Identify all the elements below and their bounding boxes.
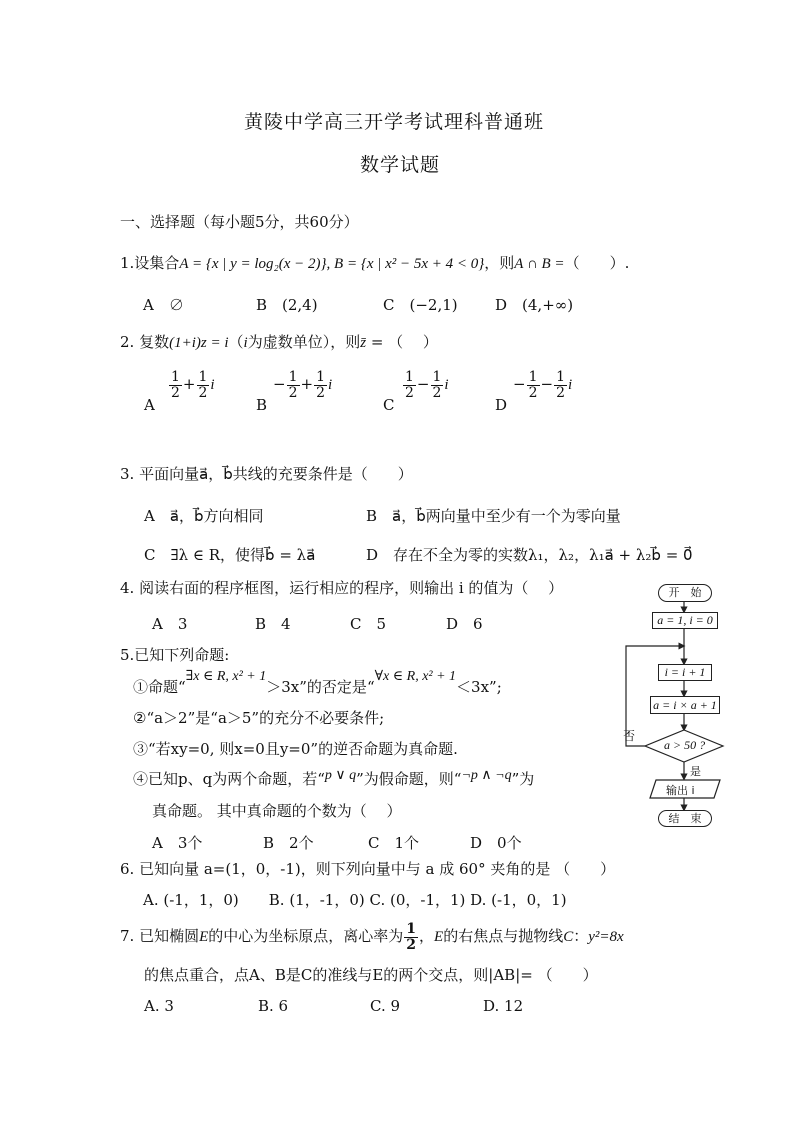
q5-statement-4: [133, 768, 534, 789]
flowchart-condition: a > 50 ?: [664, 738, 706, 752]
question-4: 4. 阅读右面的程序框图，运行相应的程序，则输出 i 的值为（ ）: [120, 579, 564, 597]
q7-stem-e: ：: [573, 927, 589, 946]
q5-s1-formula-2: ∀x ∈ R, x² + 1: [374, 669, 457, 684]
q5-s1-e: ＜3x”;: [456, 678, 502, 696]
q4-option-a: A 3: [152, 615, 188, 633]
q2-option-b-letter: B: [256, 396, 268, 414]
q7-option-a: A. 3: [144, 997, 174, 1015]
q2-a-frac2: $\frac{1}{2}$: [198, 369, 208, 401]
q2-d-frac1: $\frac{1}{2}$: [528, 369, 538, 401]
q2-b-sign: −: [273, 375, 286, 394]
q5-s4-c: ”为假命题，则“: [356, 770, 462, 788]
q5-statement-3: ③“若xy=0, 则x=0且y=0”的逆否命题为真命题.: [133, 740, 458, 758]
q5-statement-2: ②“a＞2”是“a＞5”的充分不必要条件;: [133, 709, 385, 727]
question-1: [120, 252, 629, 273]
q2-option-b: [273, 370, 332, 400]
q2-stem-c: 为虚数单位），则: [247, 333, 361, 351]
q7-c: C: [563, 929, 574, 946]
exam-title: 黄陵中学高三开学考试理科普通班: [244, 111, 545, 133]
q1-option-b: B (2,4): [256, 296, 318, 314]
flowchart-no-label: 否: [623, 729, 636, 743]
q1-option-c: C (−2,1): [383, 296, 458, 314]
q5-statement-1: [133, 669, 502, 697]
q1-option-d: D (4,+∞): [495, 296, 574, 314]
q5-s4-formula-1: p ∨ q: [324, 768, 357, 783]
q1-option-a: A ∅: [143, 296, 184, 314]
q7-parabola: y²=8x: [588, 929, 624, 946]
q2-stem-d: = （ ）: [366, 333, 438, 351]
q7-line-2: 的焦点重合，点A、B是C的准线与E的两个交点，则|AB|= （ ）: [144, 966, 598, 984]
q7-option-b: B. 6: [258, 997, 289, 1015]
q7-option-c: C. 9: [370, 997, 401, 1015]
q5-option-b: B 2个: [263, 834, 314, 852]
q2-option-d-letter: D: [495, 396, 508, 414]
q2-c-i: i: [444, 377, 449, 394]
q4-option-b: B 4: [255, 615, 291, 633]
flowchart-init: a = 1, i = 0: [652, 612, 718, 629]
section-heading: 一、选择题（每小题5分，共60分）: [120, 213, 359, 231]
q2-c-frac1: $\frac{1}{2}$: [405, 369, 414, 401]
q3-option-c: C ∃λ ∈ R，使得b⃗ = λa⃗: [144, 546, 316, 564]
q4-option-d: D 6: [446, 615, 483, 633]
q5-s1-c: ＞3x”的否定是“: [266, 678, 375, 696]
q2-eq: (1+i)z = i: [169, 335, 229, 351]
q2-d-frac2: $\frac{1}{2}$: [556, 369, 565, 401]
q2-d-i: i: [568, 377, 573, 394]
q2-d-op: −: [540, 375, 554, 394]
question-3: 3. 平面向量a⃗，b⃗共线的充要条件是（ ）: [120, 465, 413, 483]
q2-option-d: [513, 370, 572, 400]
flowchart-yes-label: 是: [690, 765, 701, 778]
q3-option-d: D 存在不全为零的实数λ₁，λ₂，λ₁a⃗ + λ₂b⃗ = 0⃗: [366, 546, 693, 564]
q3-option-a: A a⃗，b⃗方向相同: [144, 507, 264, 525]
q7-eccentricity: $\frac{1}{2}$: [406, 921, 417, 953]
q2-option-a: [168, 370, 215, 400]
q3-option-b: B a⃗，b⃗两向量中至少有一个为零向量: [366, 507, 621, 525]
q2-i: i: [243, 335, 248, 351]
q5-s4-a: ④已知p、q为两个命题，若“: [133, 770, 325, 788]
q2-option-c-letter: C: [383, 396, 395, 414]
flowchart: [620, 580, 730, 830]
q2-d-sign: −: [513, 375, 526, 394]
q5-option-d: D 0个: [470, 834, 522, 852]
q7-stem-b: 的中心为坐标原点，离心率为: [208, 927, 404, 946]
q1-paren: （ ）.: [564, 254, 630, 272]
q5-statement-4-cont: 真命题。 其中真命题的个数为（ ）: [152, 802, 402, 820]
flowchart-end: 结 束: [658, 810, 712, 827]
q1-stem-b: ，则: [484, 254, 515, 272]
flowchart-start: 开 始: [658, 584, 712, 602]
q1-expr: A ∩ B =: [514, 256, 565, 272]
question-5: 5.已知下列命题:: [120, 646, 230, 664]
q2-a-frac1: $\frac{1}{2}$: [171, 369, 180, 401]
q7-stem-a: 7. 已知椭圆: [120, 927, 200, 946]
q7-option-d: D. 12: [483, 997, 524, 1015]
q2-b-i: i: [328, 377, 333, 394]
flowchart-step-2: a = i × a + 1: [650, 696, 720, 714]
q1-set: A = {x | y = log₂(x − 2)}, B = {x | x² − 5x + 4 < 0}: [179, 256, 485, 272]
question-7: [120, 922, 624, 952]
q6-options: A. (-1，1，0) B. (1，-1，0) C. (0，-1，1) D. (-1，0，1): [143, 891, 567, 909]
q5-s4-e: ”为: [511, 770, 535, 788]
flowchart-output: 输出 i: [666, 784, 695, 797]
question-2: [120, 331, 438, 352]
q2-a-op: +: [182, 375, 196, 394]
q7-e2: E: [434, 929, 444, 946]
question-6: 6. 已知向量 a=(1，0，-1)，则下列向量中与 a 成 60° 夹角的是 （ ）: [120, 860, 616, 878]
flowchart-step-1: i = i + 1: [658, 664, 712, 681]
q5-s1-a: ①命题“: [133, 678, 186, 696]
q2-b-frac1: $\frac{1}{2}$: [288, 369, 298, 401]
q5-option-a: A 3个: [152, 834, 203, 852]
exam-subtitle: 数学试题: [360, 154, 441, 176]
q2-b-op: +: [300, 375, 314, 394]
q2-c-frac2: $\frac{1}{2}$: [432, 369, 442, 401]
q2-c-op: −: [416, 375, 430, 394]
q2-b-frac2: $\frac{1}{2}$: [316, 369, 325, 401]
q1-stem-a: 1.设集合: [120, 254, 180, 272]
q2-option-c: [402, 370, 449, 400]
q7-stem-d: 的右焦点与抛物线: [443, 927, 564, 946]
q5-s4-formula-2: ¬p ∧ ¬q: [461, 768, 512, 783]
q5-s1-formula-1: ∃x ∈ R, x² + 1: [185, 669, 267, 684]
q2-zbar: z̄: [360, 335, 367, 351]
q2-a-i: i: [210, 377, 215, 394]
q5-option-c: C 1个: [368, 834, 420, 852]
q7-stem-c: ，: [419, 927, 435, 946]
q4-option-c: C 5: [350, 615, 387, 633]
q2-option-a-letter: A: [144, 396, 155, 414]
q2-stem-b: （: [228, 333, 244, 351]
q2-stem-a: 2. 复数: [120, 333, 170, 351]
q7-e1: E: [199, 929, 209, 946]
